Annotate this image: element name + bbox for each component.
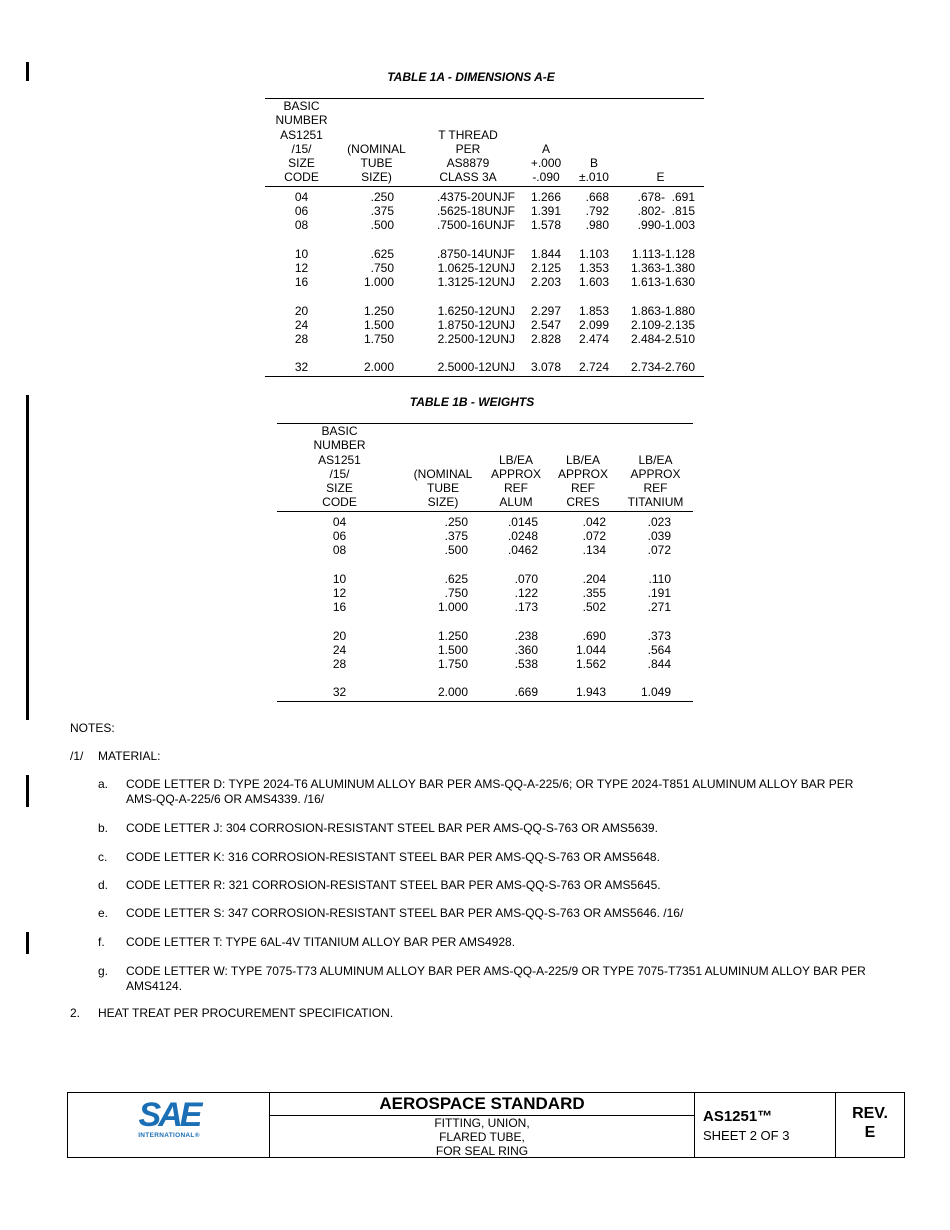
header-line: APPROX xyxy=(490,466,541,481)
header-line: B xyxy=(589,156,598,171)
table-cell: 2.125 xyxy=(530,260,562,275)
revision-cell xyxy=(836,1093,904,1157)
header-line: E xyxy=(656,170,665,185)
table-cell: 2.5000-12UNJ xyxy=(415,346,521,376)
title-cell xyxy=(270,1093,695,1157)
note-item-text: CODE LETTER T: TYPE 6AL-4V TITANIUM ALLOY BAR PER AMS4928. xyxy=(126,935,516,949)
header-line: /15/ xyxy=(291,141,312,156)
table-cell: .625 xyxy=(444,571,468,586)
note-label: 2. xyxy=(70,1006,81,1020)
column-header xyxy=(548,424,618,512)
header-line: CODE xyxy=(322,495,357,510)
table-cell: .564 xyxy=(647,642,671,657)
revision-bar xyxy=(26,932,29,954)
table-row xyxy=(265,275,704,289)
table-cell: .204 xyxy=(582,571,606,586)
header-line: NUMBER xyxy=(275,113,328,128)
table-cell: .844 xyxy=(647,657,671,672)
title-block xyxy=(67,1092,905,1158)
logo-cell xyxy=(68,1093,270,1157)
table-cell: .980 xyxy=(585,218,609,233)
table-cell: 1.044 xyxy=(575,642,606,657)
header-line: T THREAD xyxy=(438,127,498,142)
note-item-label: g. xyxy=(98,964,109,978)
header-line: CRES xyxy=(566,495,600,510)
table-cell: 32 xyxy=(277,671,402,701)
table-cell: 1.750 xyxy=(363,332,394,347)
registered-mark: ® xyxy=(194,1132,200,1139)
table-cell: .4375-20UNJF xyxy=(436,189,515,204)
column-header xyxy=(618,424,693,512)
table-cell: 1.0625-12UNJ xyxy=(437,260,515,275)
table-cell: 1.6250-12UNJ xyxy=(437,303,515,318)
header-line: TITANIUM xyxy=(627,495,684,510)
table-cell: 1.049 xyxy=(618,671,693,701)
table-row xyxy=(277,558,693,586)
table-row xyxy=(277,643,693,657)
table-cell: .238 xyxy=(514,628,538,643)
revision-value: E xyxy=(864,1124,876,1141)
header-line: ALUM xyxy=(499,495,533,510)
table-cell: .072 xyxy=(647,543,671,558)
table-cell: 06 xyxy=(332,529,347,544)
header-line: SIZE) xyxy=(427,495,459,510)
header-line: BASIC xyxy=(283,99,320,113)
table-cell: 1.603 xyxy=(578,275,609,290)
column-header xyxy=(265,99,338,187)
header-line: CODE xyxy=(284,170,319,185)
standard-title: AEROSPACE STANDARD xyxy=(270,1093,694,1116)
table-cell: .502 xyxy=(582,600,606,615)
table-cell: .792 xyxy=(585,204,609,219)
subtitle-line: FLARED TUBE, xyxy=(439,1130,525,1145)
table-1a-title: TABLE 1A - DIMENSIONS A-E xyxy=(387,70,555,84)
column-header xyxy=(521,99,571,187)
table-1b xyxy=(277,423,693,702)
table-cell: .271 xyxy=(647,600,671,615)
table-row xyxy=(277,615,693,643)
table-cell: 1.500 xyxy=(363,317,394,332)
table-row xyxy=(277,529,693,543)
table-cell: 2.474 xyxy=(578,332,609,347)
header-line: AS8879 xyxy=(446,156,490,171)
table-cell: 28 xyxy=(294,332,309,347)
table-row xyxy=(265,261,704,275)
table-row xyxy=(265,290,704,318)
table-cell: 1.8750-12UNJ xyxy=(437,317,515,332)
table-cell: 12 xyxy=(294,260,309,275)
table-row xyxy=(277,657,693,671)
header-line: PER xyxy=(455,141,481,156)
header-line: APPROX xyxy=(557,466,608,481)
table-cell: .0462 xyxy=(507,543,538,558)
table-1a xyxy=(265,98,704,377)
header-line: AS1251 xyxy=(280,127,323,142)
table-cell: .750 xyxy=(444,585,468,600)
table-cell: 1.863-1.880 xyxy=(630,303,695,318)
note-label: /1/ xyxy=(70,749,84,763)
header-line: A xyxy=(541,141,550,156)
header-line: SIZE xyxy=(288,156,315,171)
note-item-text: CODE LETTER W: TYPE 7075-T73 ALUMINUM ALLOY BAR PER AMS-QQ-A-225/9 OR TYPE 7075-T7351 ALUMINUM ALLOY BAR PER AMS4124. xyxy=(126,964,866,993)
revision-label: REV. xyxy=(852,1105,888,1122)
table-cell: 20 xyxy=(294,303,309,318)
table-cell: .375 xyxy=(444,529,468,544)
table-cell: 1.103 xyxy=(578,246,609,261)
note-item-text: CODE LETTER K: 316 CORROSION-RESISTANT STEEL BAR PER AMS-QQ-S-763 OR AMS5648. xyxy=(126,850,660,864)
logo-subtext: INTERNATIONAL xyxy=(138,1132,195,1139)
column-header xyxy=(617,99,704,187)
table-cell: 2.828 xyxy=(530,332,562,347)
table-cell: 12 xyxy=(332,585,347,600)
header-line: TUBE xyxy=(426,481,459,496)
table-cell: 1.500 xyxy=(437,642,468,657)
table-cell: .500 xyxy=(370,218,394,233)
table-cell: 24 xyxy=(294,317,309,332)
table-cell: 28 xyxy=(332,657,347,672)
document-number-cell xyxy=(695,1093,836,1157)
header-line: ±.010 xyxy=(579,170,609,185)
header-line: (NOMINAL xyxy=(413,466,473,481)
table-cell: 2.099 xyxy=(578,317,609,332)
table-cell: 04 xyxy=(294,189,309,204)
table-cell: 1.844 xyxy=(530,246,562,261)
table-cell: .360 xyxy=(514,642,538,657)
table-header-row xyxy=(265,99,704,187)
table-cell: 2.724 xyxy=(571,346,617,376)
table-cell: 2.484-2.510 xyxy=(630,332,695,347)
note-item-label: e. xyxy=(98,906,109,920)
table-cell: 06 xyxy=(294,204,309,219)
table-cell: .990-1.003 xyxy=(637,218,695,233)
table-cell: 2.203 xyxy=(530,275,562,290)
table-row xyxy=(265,332,704,346)
table-row xyxy=(277,600,693,614)
header-line: REF xyxy=(571,481,595,496)
table-cell: 08 xyxy=(294,218,309,233)
table-cell: 2.000 xyxy=(338,346,415,376)
column-header xyxy=(277,424,402,512)
table-cell: 1.3125-12UNJ xyxy=(437,275,515,290)
revision-bar xyxy=(26,62,29,81)
table-cell: 1.000 xyxy=(363,275,394,290)
table-row xyxy=(265,218,704,232)
sheet-number: SHEET 2 OF 3 xyxy=(703,1128,790,1143)
table-cell: 1.363-1.380 xyxy=(630,260,695,275)
table-cell: 16 xyxy=(332,600,347,615)
table-cell: .070 xyxy=(514,571,538,586)
document-number: AS1251™ xyxy=(703,1108,773,1125)
table-cell: 04 xyxy=(332,514,347,529)
header-line: SIZE) xyxy=(361,170,392,185)
note-item-text: CODE LETTER R: 321 CORROSION-RESISTANT STEEL BAR PER AMS-QQ-S-763 OR AMS5645. xyxy=(126,878,661,892)
header-line: TUBE xyxy=(360,156,393,171)
table-cell: 1.562 xyxy=(575,657,606,672)
table-row xyxy=(277,586,693,600)
note-text: HEAT TREAT PER PROCUREMENT SPECIFICATION. xyxy=(98,1006,394,1020)
table-cell: .668 xyxy=(585,189,609,204)
table-cell: 1.391 xyxy=(530,204,562,219)
note-item-label: a. xyxy=(98,777,109,791)
header-line: +.000 xyxy=(530,156,562,171)
note-item-label: c. xyxy=(98,850,108,864)
table-cell: .802- .815 xyxy=(637,204,695,219)
header-line: AS1251 xyxy=(318,452,361,467)
revision-bar xyxy=(26,775,29,807)
table-cell: .191 xyxy=(647,585,671,600)
note-text: MATERIAL: xyxy=(98,749,161,763)
table-cell: .122 xyxy=(514,585,538,600)
column-header xyxy=(338,99,415,187)
table-cell: .7500-16UNJF xyxy=(436,218,515,233)
table-row xyxy=(277,543,693,557)
table-cell: .500 xyxy=(444,543,468,558)
table-cell: .250 xyxy=(370,189,394,204)
subtitle-line: FITTING, UNION, xyxy=(434,1116,530,1130)
table-cell: 1.943 xyxy=(548,671,618,701)
note-item-label: f. xyxy=(98,935,105,949)
table-cell: 1.250 xyxy=(363,303,394,318)
column-header xyxy=(415,99,521,187)
table-cell: .072 xyxy=(582,529,606,544)
header-line: LB/EA xyxy=(565,452,601,467)
table-cell: 1.266 xyxy=(530,189,562,204)
header-line: NUMBER xyxy=(313,438,366,453)
table-cell: 3.078 xyxy=(521,346,571,376)
table-cell: 2.547 xyxy=(530,317,562,332)
table-cell: .375 xyxy=(370,204,394,219)
header-line: -.090 xyxy=(532,170,560,185)
table-cell: .690 xyxy=(582,628,606,643)
table-cell: .039 xyxy=(647,529,671,544)
table-cell: .134 xyxy=(582,543,606,558)
note-item-text: CODE LETTER D: TYPE 2024-T6 ALUMINUM ALLOY BAR PER AMS-QQ-A-225/6; OR TYPE 2024-T851 ALUMINUM ALLOY BAR PER AMS-QQ-A-225/6 OR AMS4339. /16/ xyxy=(126,777,854,806)
header-line: BASIC xyxy=(321,424,358,438)
table-cell: 2.000 xyxy=(402,671,484,701)
table-cell: .8750-14UNJF xyxy=(436,246,515,261)
header-line: SIZE xyxy=(326,481,353,496)
header-line: REF xyxy=(504,481,528,496)
table-cell: .625 xyxy=(370,246,394,261)
table-cell: 10 xyxy=(332,571,347,586)
header-line: CLASS 3A xyxy=(439,170,497,185)
table-cell: 24 xyxy=(332,642,347,657)
table-cell: .5625-18UNJF xyxy=(436,204,515,219)
table-cell: 1.353 xyxy=(578,260,609,275)
table-cell: .110 xyxy=(648,571,671,586)
table-cell: .023 xyxy=(647,514,671,529)
table-cell: 2.297 xyxy=(530,303,562,318)
table-cell: .355 xyxy=(582,585,606,600)
header-line: LB/EA xyxy=(638,452,673,467)
table-cell: .173 xyxy=(514,600,538,615)
table-row xyxy=(265,204,704,218)
table-cell: .250 xyxy=(444,514,468,529)
table-cell: .0145 xyxy=(507,514,538,529)
table-cell: .373 xyxy=(647,628,671,643)
table-header-row xyxy=(277,424,693,512)
table-row xyxy=(277,671,693,701)
table-cell: 1.113-1.128 xyxy=(631,246,695,261)
table-cell: .042 xyxy=(582,514,606,529)
logo-mark: SAE xyxy=(138,1096,200,1134)
subtitle-line: FOR SEAL RING xyxy=(435,1144,529,1159)
table-cell: 2.109-2.135 xyxy=(630,317,695,332)
table-cell: 32 xyxy=(265,346,338,376)
table-cell: 1.250 xyxy=(437,628,468,643)
header-line: (NOMINAL xyxy=(347,141,406,156)
table-row xyxy=(265,186,704,204)
table-cell: 1.750 xyxy=(437,657,468,672)
header-line: APPROX xyxy=(630,466,681,481)
table-cell: 2.2500-12UNJ xyxy=(437,332,515,347)
revision-bar xyxy=(26,395,29,720)
note-item-label: b. xyxy=(98,821,109,835)
table-cell: 16 xyxy=(294,275,309,290)
header-line: LB/EA xyxy=(498,452,534,467)
table-cell: 2.734-2.760 xyxy=(617,346,704,376)
table-cell: 1.613-1.630 xyxy=(630,275,695,290)
column-header xyxy=(571,99,617,187)
note-item-text: CODE LETTER J: 304 CORROSION-RESISTANT STEEL BAR PER AMS-QQ-S-763 OR AMS5639. xyxy=(126,821,658,835)
notes-heading: NOTES: xyxy=(70,721,115,735)
table-row xyxy=(265,318,704,332)
header-line: /15/ xyxy=(329,466,350,481)
table-cell: .750 xyxy=(370,260,394,275)
table-cell: 08 xyxy=(332,543,347,558)
table-cell: .678- .691 xyxy=(637,189,695,204)
table-cell: .0248 xyxy=(507,529,538,544)
sae-logo xyxy=(134,1097,204,1139)
column-header xyxy=(402,424,484,512)
note-item-text: CODE LETTER S: 347 CORROSION-RESISTANT STEEL BAR PER AMS-QQ-S-763 OR AMS5646. /16/ xyxy=(126,906,684,920)
table-cell: 1.578 xyxy=(530,218,562,233)
column-header xyxy=(484,424,548,512)
document-subtitle xyxy=(270,1116,694,1159)
table-row xyxy=(265,233,704,261)
note-item-label: d. xyxy=(98,878,109,892)
table-row xyxy=(277,511,693,529)
header-line: REF xyxy=(643,481,668,496)
table-cell: 20 xyxy=(332,628,347,643)
table-row xyxy=(265,346,704,376)
table-cell: 10 xyxy=(294,246,309,261)
table-1b-title: TABLE 1B - WEIGHTS xyxy=(409,395,535,409)
table-cell: 1.853 xyxy=(578,303,609,318)
table-cell: 1.000 xyxy=(437,600,468,615)
table-cell: .669 xyxy=(484,671,548,701)
table-cell: .538 xyxy=(514,657,538,672)
